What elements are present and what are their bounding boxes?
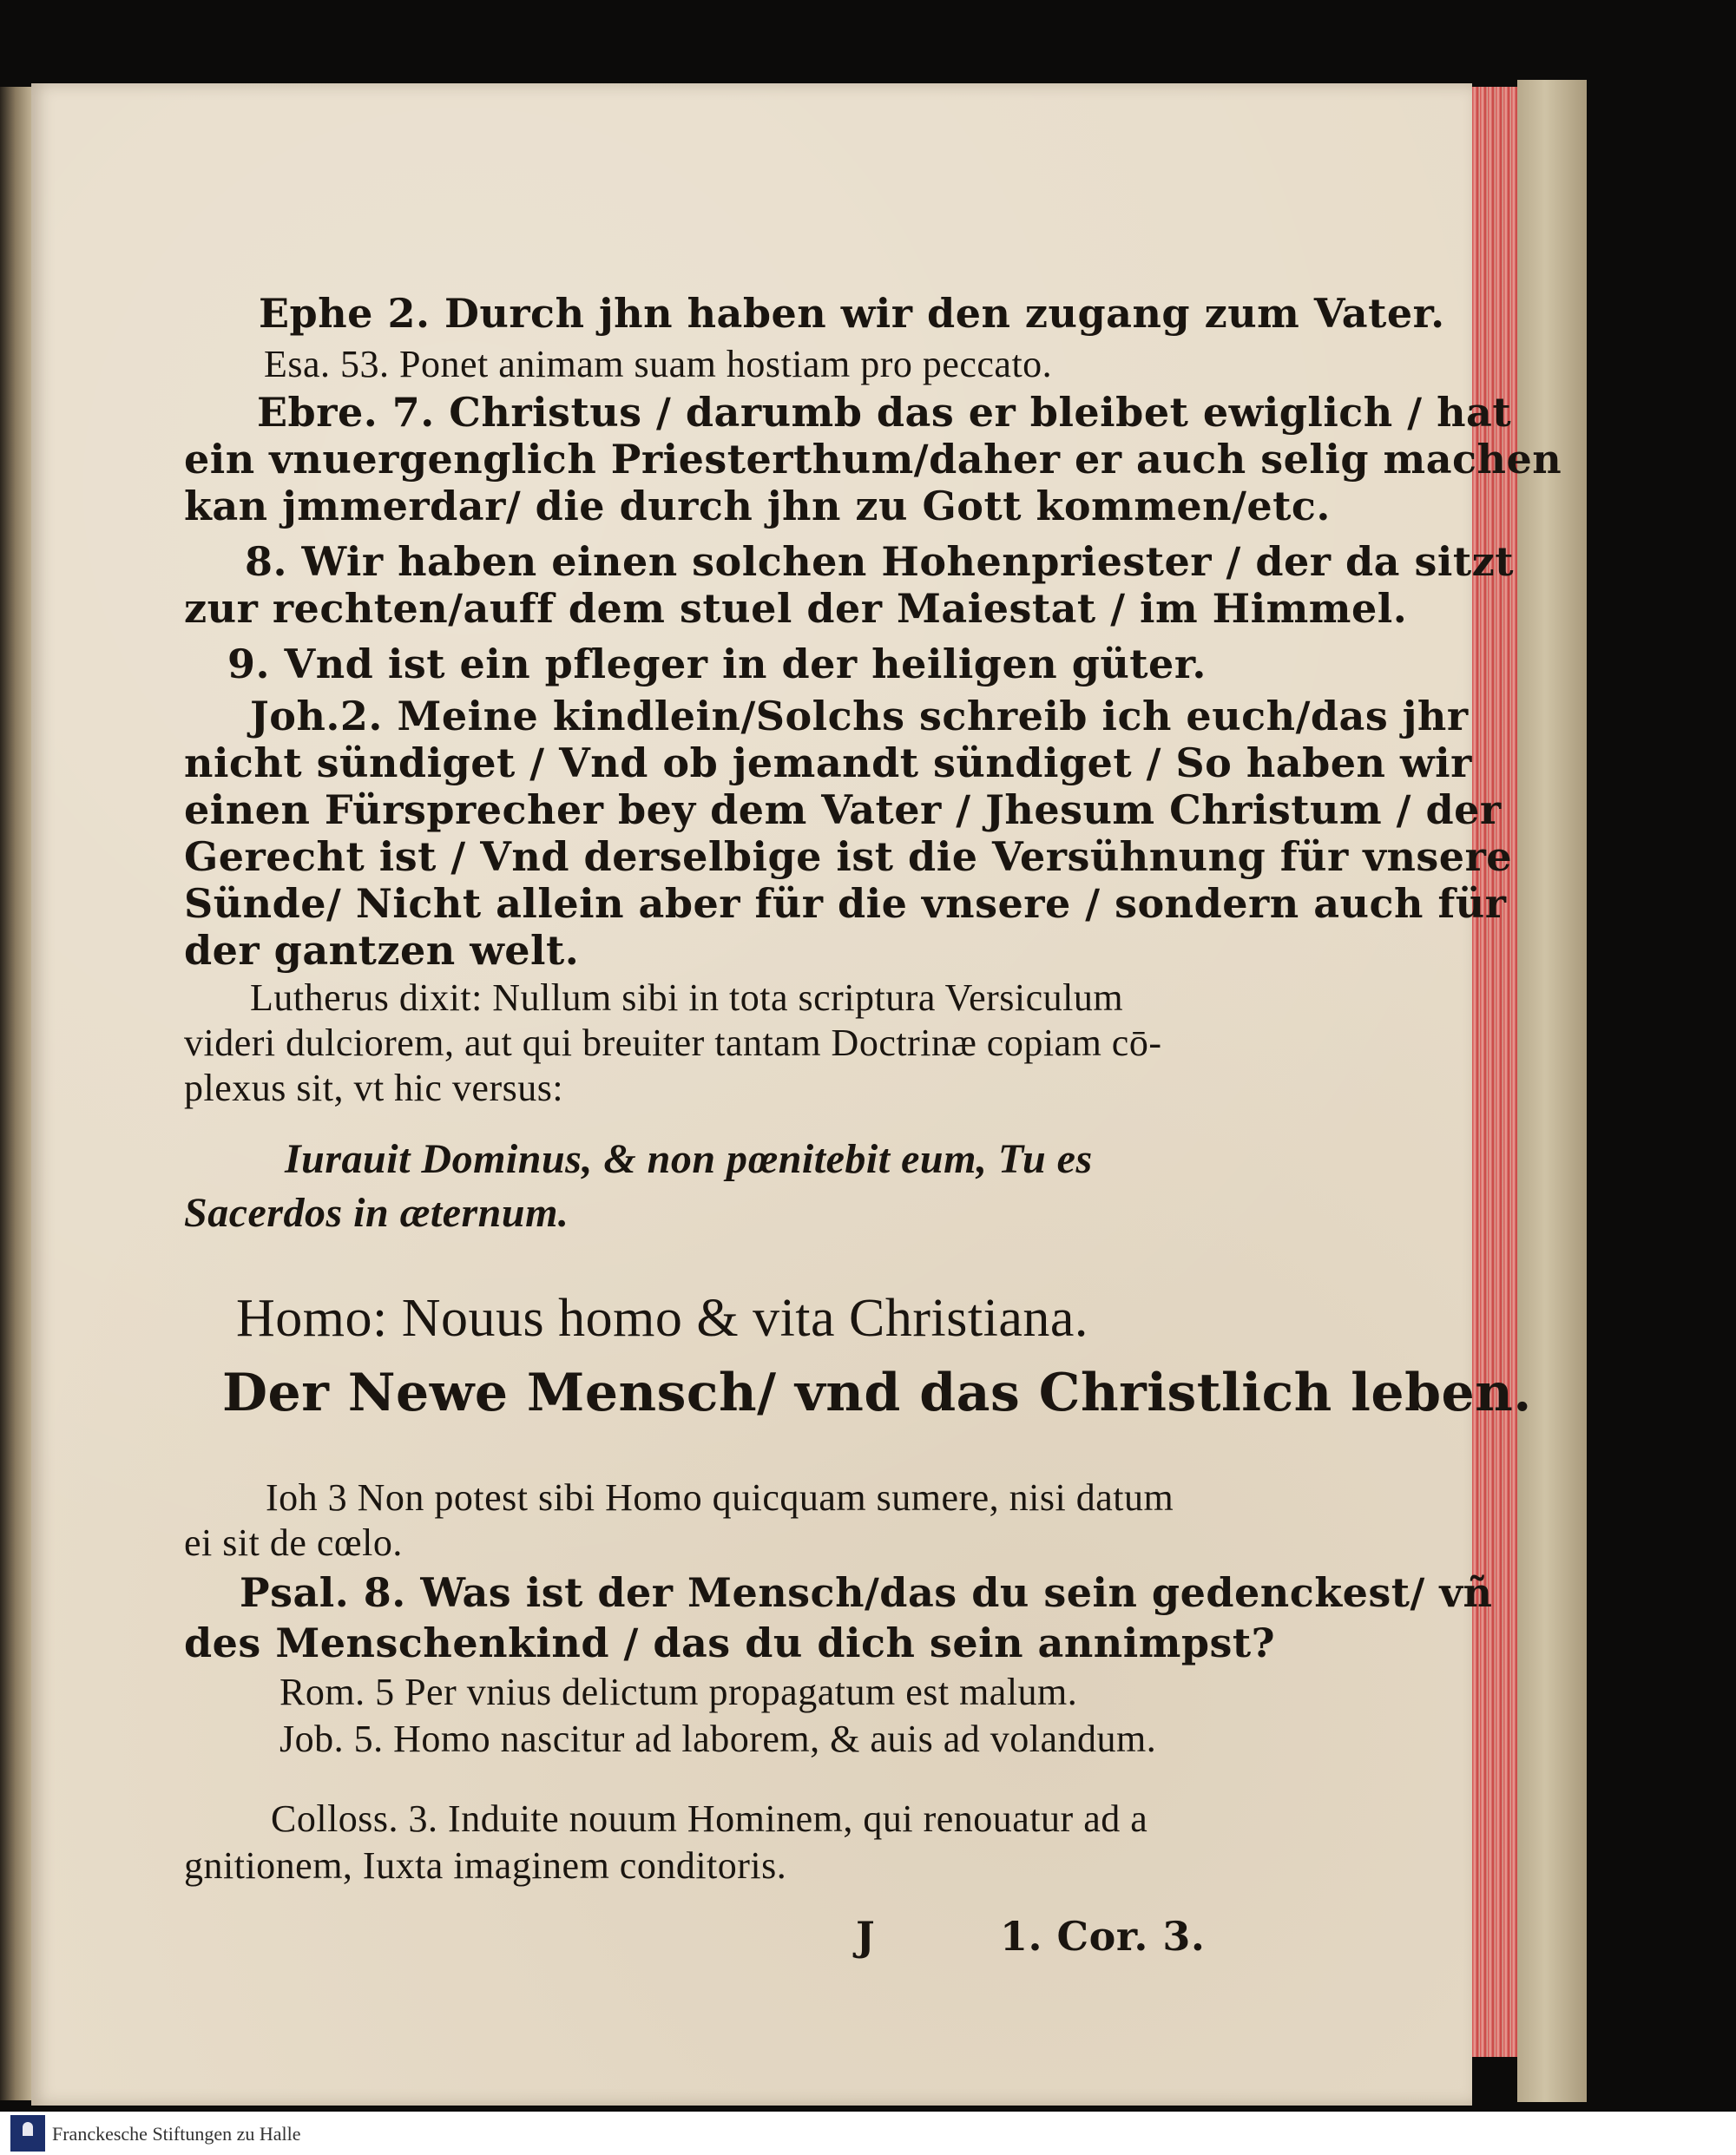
text-line: Joh.2. Meine kindlein/Solchs schreib ich euch/das jhr (250, 693, 1469, 739)
page-edge-red (1472, 87, 1517, 2057)
text-line: des Menschenkind / das du dich sein annimpst? (184, 1620, 1276, 1666)
text-line: plexus sit, vt hic versus: (184, 1067, 564, 1109)
book-page (31, 83, 1562, 2106)
section-heading: Der Newe Mensch/ vnd das Christlich leben. (222, 1363, 1532, 1423)
text-line: der gantzen welt. (184, 927, 580, 974)
text-line: Job. 5. Homo nascitur ad laborem, & auis ad volandum. (279, 1718, 1157, 1760)
text-line: zur rechten/auff dem stuel der Maiestat / im Himmel. (184, 585, 1408, 632)
text-line: ei sit de cœlo. (184, 1521, 403, 1564)
text-line: videri dulciorem, aut qui breuiter tantam Doctrinæ copiam cō- (184, 1022, 1162, 1064)
text-line: Sünde/ Nicht allein aber für die vnsere / sondern auch für (184, 880, 1507, 927)
text-line: einen Fürsprecher bey dem Vater / Jhesum Christum / der (184, 786, 1502, 833)
text-line: Sacerdos in æternum. (184, 1190, 569, 1236)
left-page-edge (0, 87, 35, 2100)
text-line: ein vnuergenglich Priesterthum/daher er auch selig machen (184, 436, 1562, 483)
institution-logo-icon (10, 2115, 45, 2152)
text-line: 9. Vnd ist ein pfleger in der heiligen güter. (227, 641, 1207, 687)
logo-mark-icon (23, 2122, 33, 2136)
signature-mark: J (856, 1913, 876, 1960)
text-line: 8. Wir haben einen solchen Hohenpriester / der da sitzt (245, 538, 1514, 585)
text-line: Ephe 2. Durch jhn haben wir den zugang zum Vater. (259, 290, 1445, 337)
text-line: Ioh 3 Non potest sibi Homo quicquam sumere, nisi datum (266, 1476, 1174, 1519)
text-line: kan jmmerdar/ die durch jhn zu Gott kommen/etc. (184, 483, 1331, 529)
text-line: Lutherus dixit: Nullum sibi in tota scriptura Versiculum (250, 976, 1124, 1019)
institution-name: Franckesche Stiftungen zu Halle (52, 2123, 301, 2145)
text-line: Ebre. 7. Christus / darumb das er bleibet ewiglich / hat (257, 389, 1512, 436)
text-line: Colloss. 3. Induite nouum Hominem, qui renouatur ad a (271, 1797, 1148, 1840)
footer-bar (0, 2112, 1736, 2155)
text-line: Iurauit Dominus, & non pœnitebit eum, Tu es (285, 1136, 1093, 1182)
text-line: gnitionem, Iuxta imaginem conditoris. (184, 1844, 787, 1887)
section-heading: Homo: Nouus homo & vita Christiana. (236, 1289, 1088, 1348)
text-line: Psal. 8. Was ist der Mensch/das du sein gedenckest/ vñ (240, 1569, 1493, 1616)
book-cover-edge (1517, 80, 1587, 2102)
catchword: 1. Cor. 3. (1000, 1913, 1206, 1960)
text-line: Rom. 5 Per vnius delictum propagatum est malum. (279, 1671, 1078, 1713)
text-line: nicht sündiget / Vnd ob jemandt sündiget / So haben wir (184, 739, 1472, 786)
text-line: Esa. 53. Ponet animam suam hostiam pro peccato. (264, 343, 1053, 385)
text-line: Gerecht ist / Vnd derselbige ist die Versühnung für vnsere (184, 833, 1513, 880)
